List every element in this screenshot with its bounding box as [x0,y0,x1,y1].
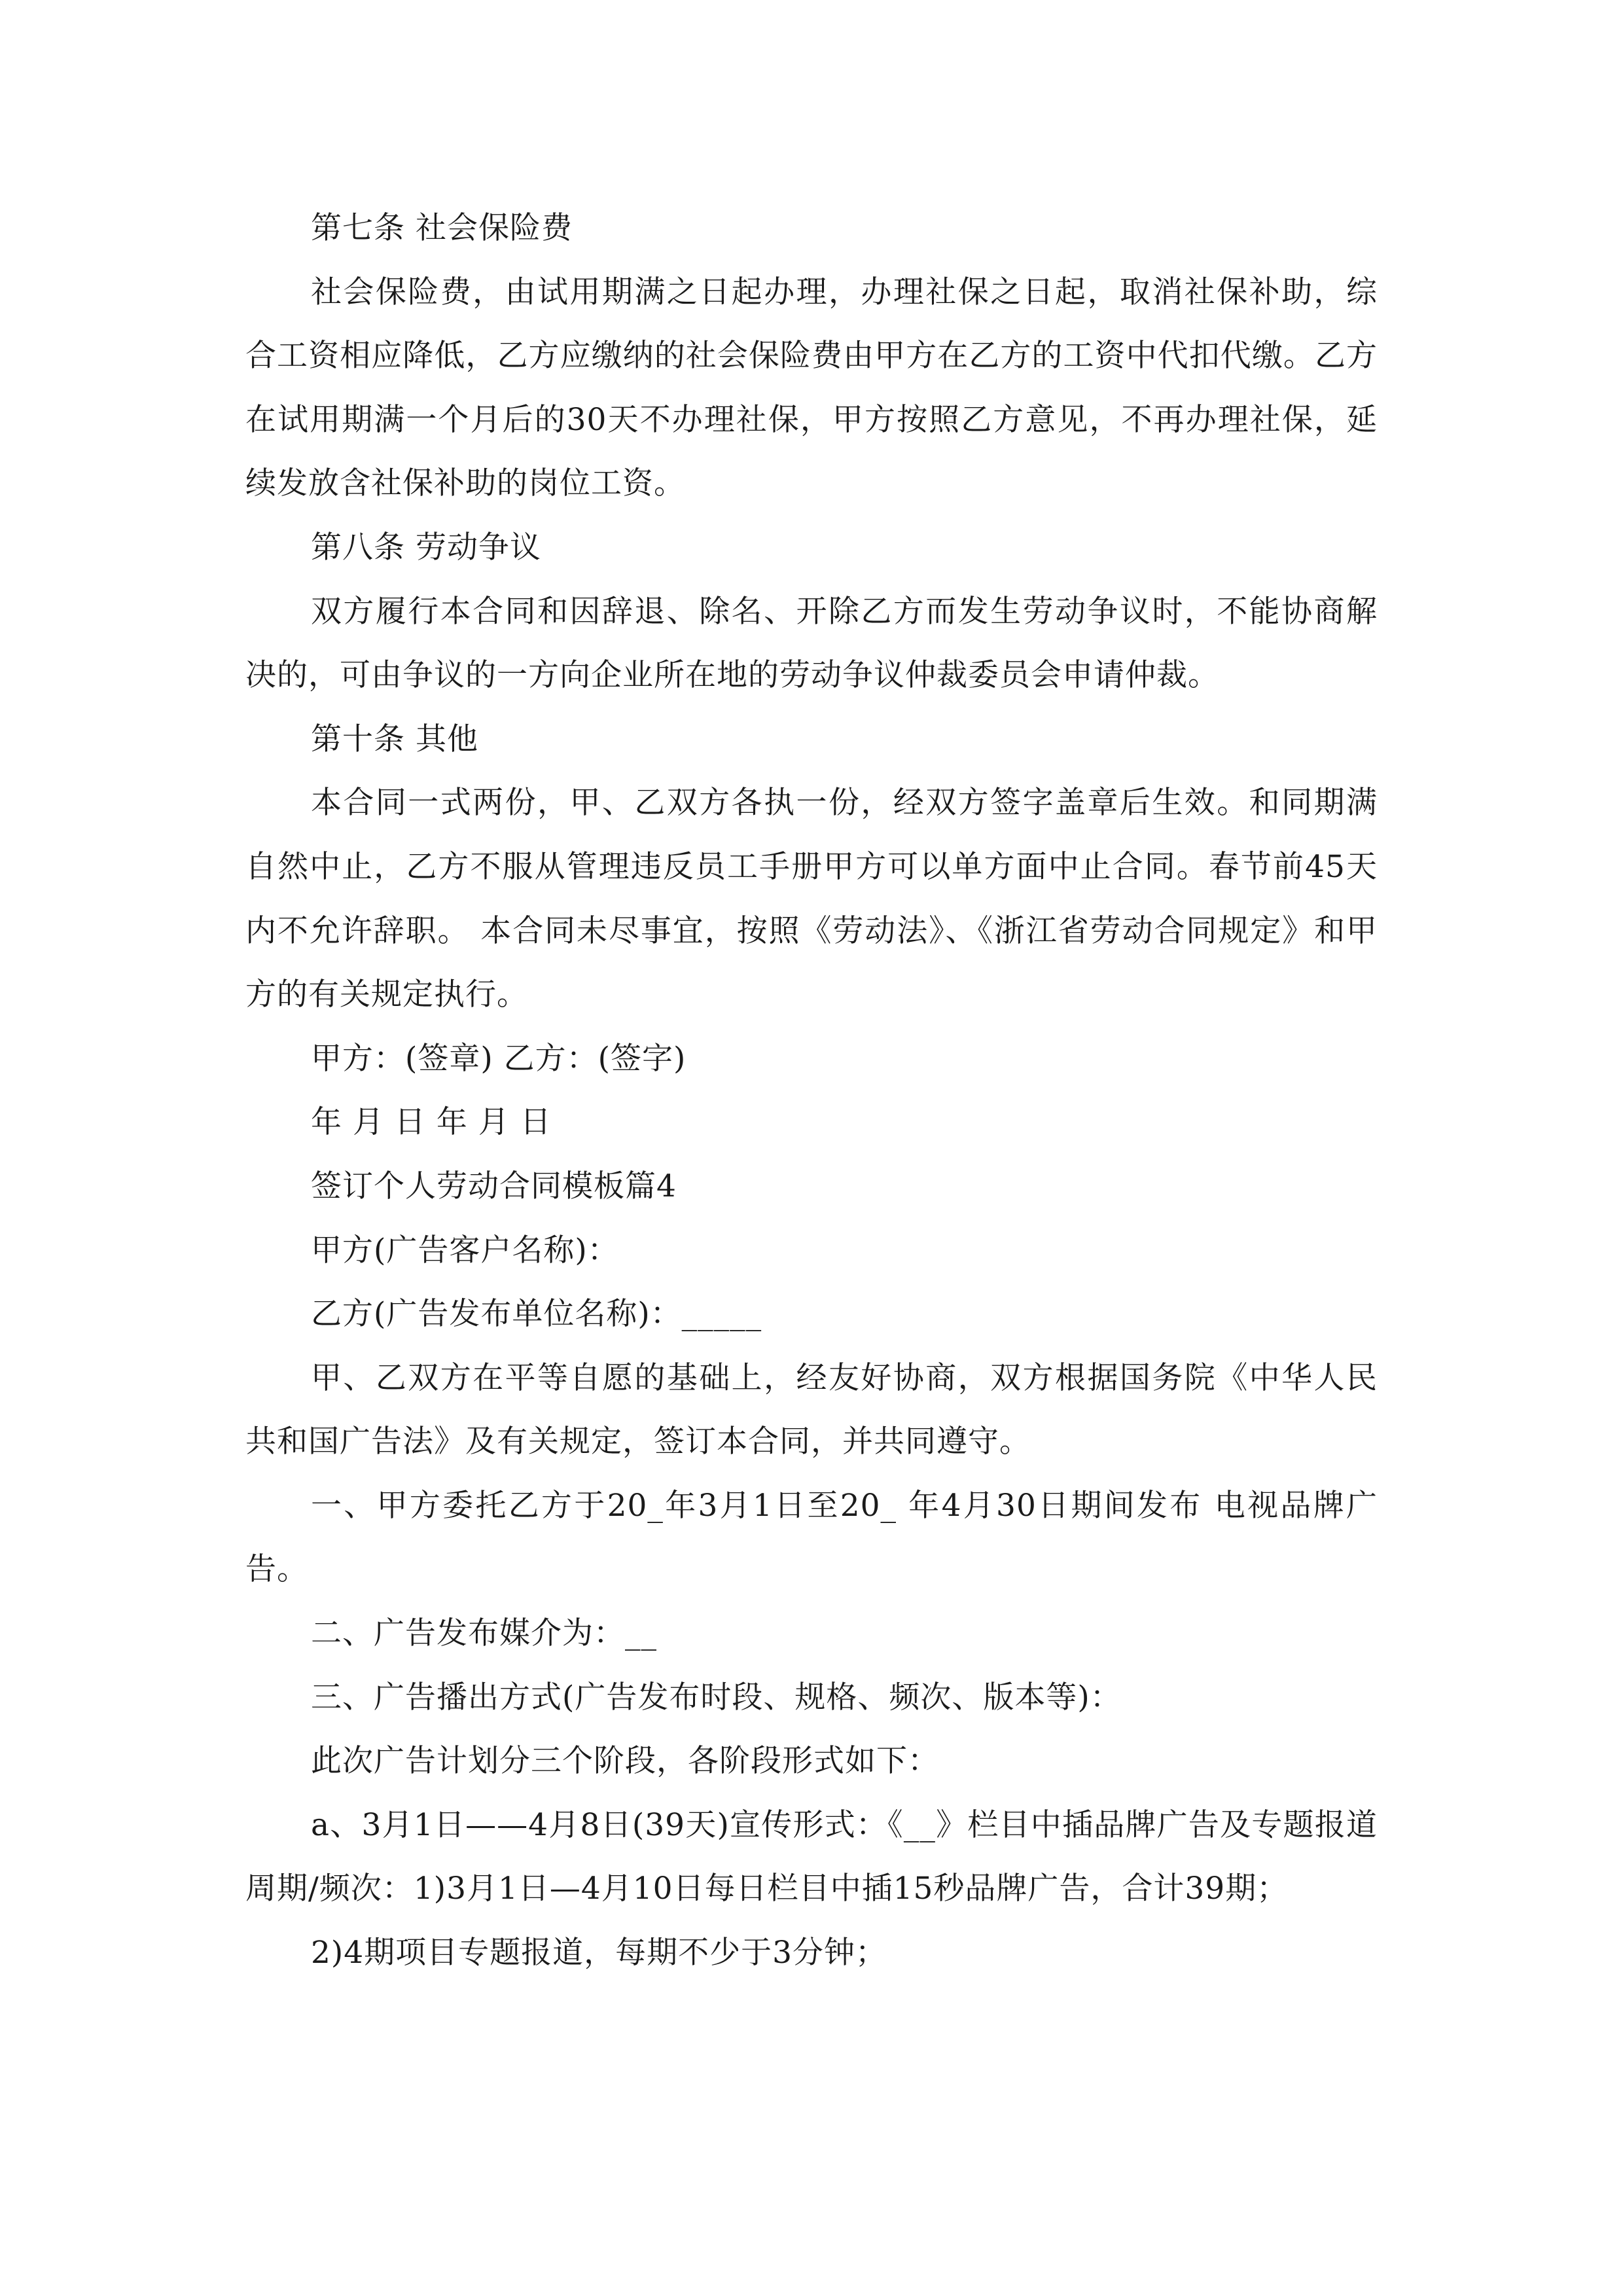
paragraph: 甲、乙双方在平等自愿的基础上，经友好协商，双方根据国务院《中华人民共和国广告法》及有关规定，签订本合同，并共同遵守。 [245,1359,1378,1460]
party-b-line: 乙方(广告发布单位名称)：_____ [311,1296,762,1333]
clause-3: 三、广告播出方式(广告发布时段、规格、频次、版本等)： [311,1679,1122,1715]
paragraph: 此次广告计划分三个阶段，各阶段形式如下： [311,1743,939,1780]
party-a-line: 甲方(广告客户名称)： [311,1232,619,1268]
paragraph: 社会保险费，由试用期满之日起办理，办理社保之日起，取消社保补助，综合工资相应降低，乙方应缴纳的社会保险费由甲方在乙方的工资中代扣代缴。乙方在试用期满一个月后的30天不办理社保，甲方按照乙方意见，不再办理社保，延续发放含社保补助的岗位工资。 [245,274,1378,502]
stage-a-item-2: 2)4期项目专题报道，每期不少于3分钟； [311,1935,887,1971]
clause-1: 一、甲方委托乙方于20_年3月1日至20_ 年4月30日期间发布 电视品牌广告。 [245,1487,1378,1588]
article-heading: 第十条 其他 [311,721,478,757]
article-heading: 第八条 劳动争议 [311,529,541,565]
paragraph: 双方履行本合同和因辞退、除名、开除乙方而发生劳动争议时，不能协商解决的，可由争议的一方向企业所在地的劳动争议仲裁委员会申请仲裁。 [245,593,1378,694]
paragraph: 本合同一式两份，甲、乙双方各执一份，经双方签字盖章后生效。和同期满自然中止，乙方不服从管理违反员工手册甲方可以单方面中止合同。春节前45天内不允许辞职。 本合同未尽事宜，按照《劳动法》、《浙江省劳动合同规定》和甲方的有关规定执行。 [245,785,1378,1013]
stage-a: a、3月1日——4月8日(39天)宣传形式：《__》栏目中插品牌广告及专题报道周期/频次：1)3月1日—4月10日每日栏目中插15秒品牌广告，合计39期； [245,1806,1378,1907]
signature-line: 甲方：(签章) 乙方：(签字) [311,1040,687,1077]
date-line: 年 月 日 年 月 日 [311,1104,552,1141]
section-title: 签订个人劳动合同模板篇4 [311,1168,677,1204]
clause-2: 二、广告发布媒介为：__ [311,1615,657,1652]
article-heading: 第七条 社会保险费 [311,210,573,246]
document-body [245,196,1378,1985]
